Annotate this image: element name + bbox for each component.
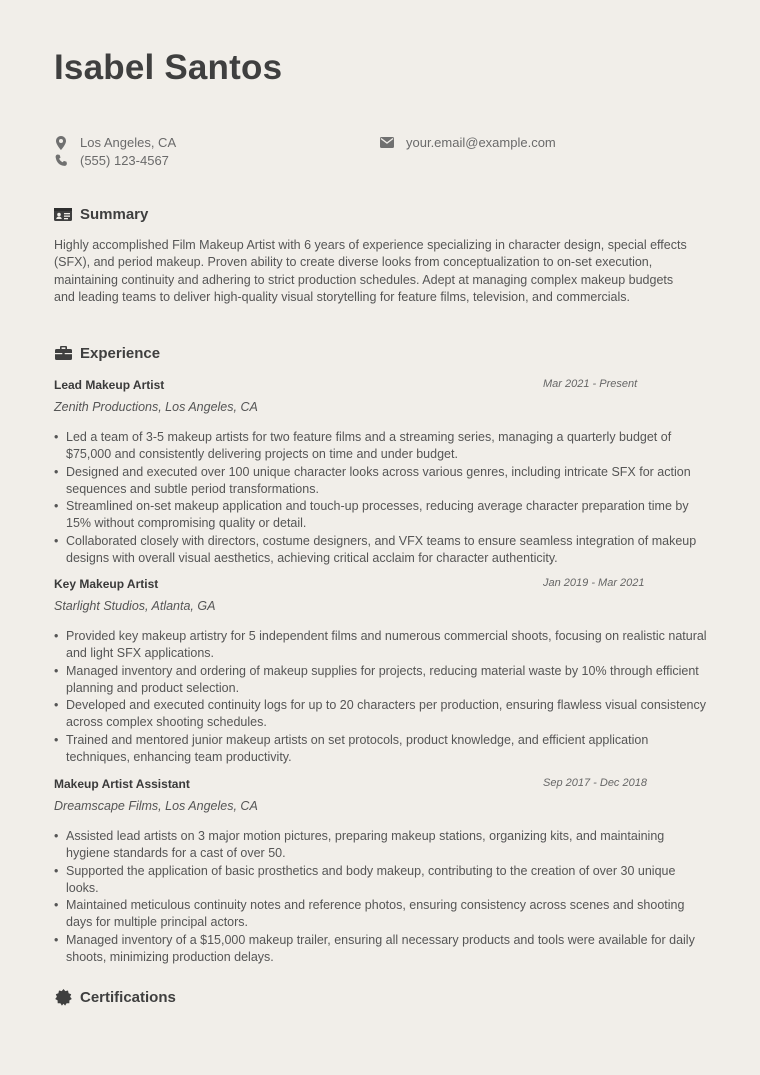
list-item: • Managed inventory and ordering of makeup supplies for projects, reducing material waste by 10% through efficient planning and product selection.	[54, 663, 708, 698]
job-bullets	[54, 828, 708, 966]
job-bullets	[54, 429, 708, 567]
list-item: • Managed inventory of a $15,000 makeup trailer, ensuring all necessary products and tools were available for daily shoots, minimizing production delays.	[54, 932, 708, 967]
job-title: Key Makeup Artist	[54, 577, 159, 591]
id-card-icon	[54, 205, 72, 223]
certifications-heading	[54, 988, 176, 1006]
job-dates: Jan 2019 - Mar 2021	[543, 577, 645, 589]
contact-location	[54, 135, 176, 150]
contact-phone	[54, 153, 169, 168]
list-item: • Provided key makeup artistry for 5 independent films and numerous commercial shoots, focusing on realistic natural and light SFX applications.	[54, 628, 708, 663]
list-item: • Led a team of 3-5 makeup artists for two feature films and a streaming series, managing a quarterly budget of $75,000 and consistently delivering projects on time and under budget.	[54, 429, 708, 464]
job-bullets	[54, 628, 708, 766]
summary-heading	[54, 205, 148, 223]
list-item: • Trained and mentored junior makeup artists on set protocols, product knowledge, and efficient application techniques, enhancing team productivity.	[54, 732, 708, 767]
summary-label: Summary	[80, 205, 149, 223]
job-title: Makeup Artist Assistant	[54, 777, 190, 791]
list-item: • Supported the application of basic prosthetics and body makeup, contributing to the creation of over 30 unique looks.	[54, 863, 708, 898]
contact-email[interactable]	[380, 135, 556, 150]
phone-text: (555) 123-4567	[80, 153, 169, 168]
job-company: Starlight Studios, Atlanta, GA	[54, 599, 216, 613]
job-company: Dreamscape Films, Los Angeles, CA	[54, 799, 258, 813]
job-dates: Mar 2021 - Present	[543, 378, 638, 390]
list-item: • Developed and executed continuity logs for up to 20 characters per production, ensuring flawless visual consistency across complex shooting schedules.	[54, 697, 708, 732]
job-title: Lead Makeup Artist	[54, 378, 165, 392]
experience-label: Experience	[80, 344, 161, 362]
job-company: Zenith Productions, Los Angeles, CA	[54, 400, 258, 414]
summary-text: Highly accomplished Film Makeup Artist with 6 years of experience specializing in character design, special effects (SFX), and period makeup. Proven ability to create diverse looks from conceptualization to on-set execution, maintaining continuity and adhering to strict production schedules. Adept at managing complex makeup budgets and leading teams to deliver high-quality visual storytelling for feature films, television, and commercials.	[54, 238, 687, 304]
candidate-name: Isabel Santos	[54, 48, 283, 87]
list-item: • Collaborated closely with directors, costume designers, and VFX teams to ensure seamless integration of makeup designs with overall visual aesthetics, achieving critical acclaim for character authenticity.	[54, 533, 708, 568]
list-item: • Streamlined on-set makeup application and touch-up processes, reducing average character preparation time by 15% without compromising quality or detail.	[54, 498, 708, 533]
phone-icon	[54, 154, 68, 168]
envelope-icon	[380, 136, 394, 150]
list-item: • Assisted lead artists on 3 major motion pictures, preparing makeup stations, organizing kits, and maintaining hygiene standards for a cast of over 50.	[54, 828, 708, 863]
certifications-label: Certifications	[80, 988, 176, 1006]
job-dates: Sep 2017 - Dec 2018	[543, 777, 647, 789]
experience-heading	[54, 344, 160, 362]
badge-icon	[54, 988, 72, 1006]
email-text[interactable]: your.email@example.com	[406, 135, 556, 150]
list-item: • Designed and executed over 100 unique character looks across various genres, including intricate SFX for action sequences and subtle period transformations.	[54, 464, 708, 499]
map-pin-icon	[54, 136, 68, 150]
list-item: • Maintained meticulous continuity notes and reference photos, ensuring consistency across scenes and shooting days for multiple principal actors.	[54, 897, 708, 932]
briefcase-icon	[54, 344, 72, 362]
location-text: Los Angeles, CA	[80, 135, 177, 150]
